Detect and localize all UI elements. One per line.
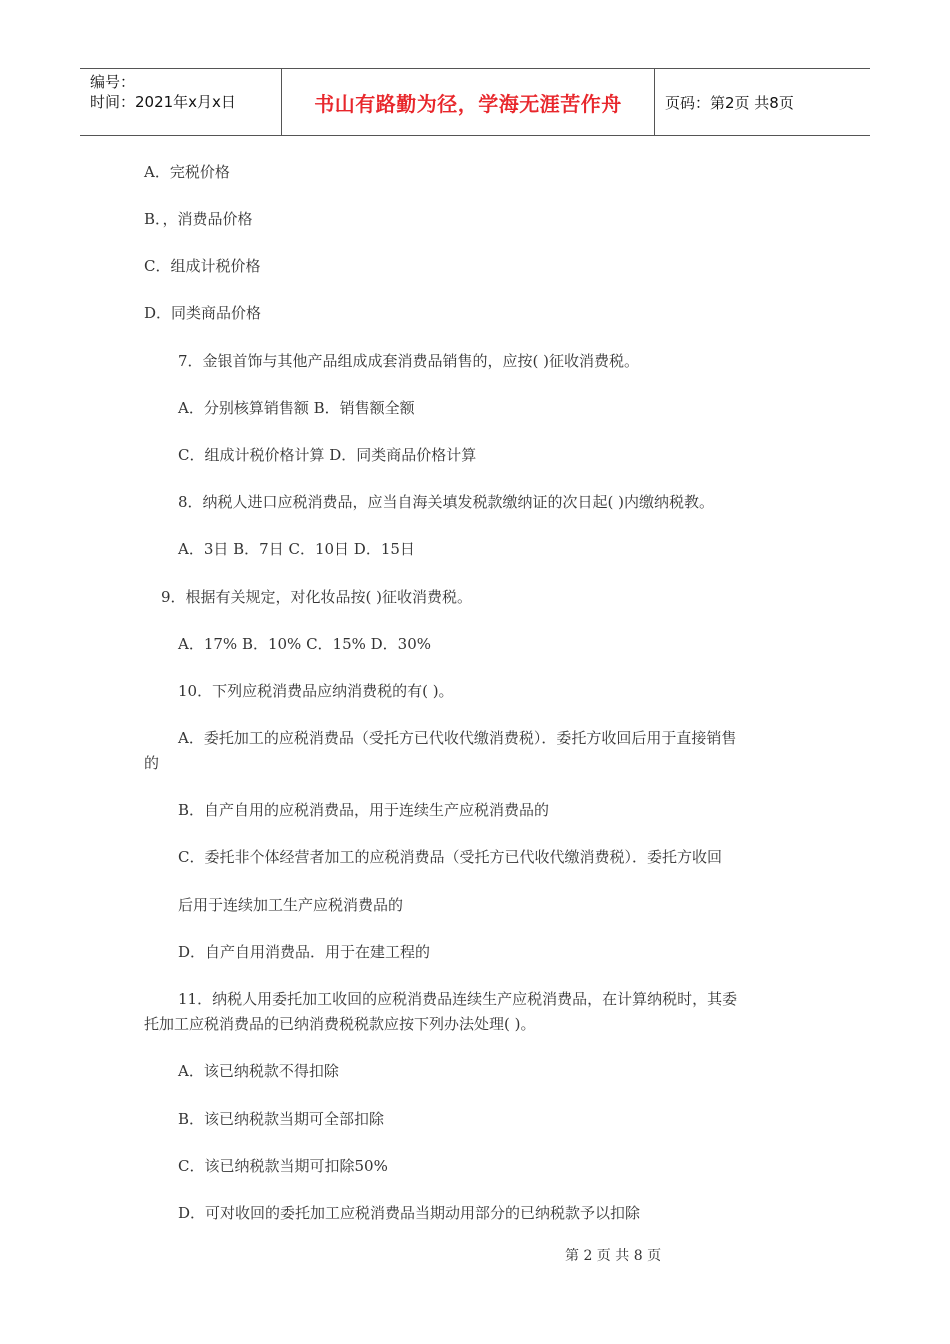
question-line: 9．根据有关规定，对化妆品按( )征收消费税。 (161, 588, 473, 606)
option-line: A．分别核算销售额 B．销售额全额 (178, 399, 415, 417)
option-line: A．该已纳税款不得扣除 (178, 1062, 339, 1080)
option-line: B．该已纳税款当期可全部扣除 (178, 1110, 385, 1128)
option-line-continued: 的 (144, 754, 160, 772)
header-motto: 书山有路勤为径，学海无涯苦作舟 (314, 91, 622, 116)
option-line: D．同类商品价格 (144, 304, 262, 322)
document-date: 时间：2021年x月x日 (90, 93, 236, 111)
option-line: B．自产自用的应税消费品，用于连续生产应税消费品的 (178, 801, 550, 819)
question-line: 11．纳税人用委托加工收回的应税消费品连续生产应税消费品，在计算纳税时，其委 (178, 990, 738, 1008)
option-line: A．17% B．10% C．15% D．30% (178, 635, 432, 653)
option-line: C．委托非个体经营者加工的应税消费品（受托方已代收代缴消费税）．委托方收回 (178, 848, 722, 866)
footer-page-number: 第 2 页 共 8 页 (565, 1248, 662, 1264)
question-line: 7．金银首饰与其他产品组成成套消费品销售的，应按( )征收消费税。 (178, 352, 640, 370)
header-motto-cell (282, 69, 655, 135)
header-page-info: 页码：第2页 共8页 (665, 93, 794, 112)
option-line: C．该已纳税款当期可扣除50% (178, 1157, 388, 1175)
option-line: A．3日 B．7日 C．10日 D．15日 (178, 540, 415, 558)
option-line-continued: 后用于连续加工生产应税消费品的 (178, 896, 404, 914)
header-page-cell (655, 69, 870, 135)
option-line: D．可对收回的委托加工应税消费品当期动用部分的已纳税款予以扣除 (178, 1204, 641, 1222)
option-line: A．委托加工的应税消费品（受托方已代收代缴消费税）．委托方收回后用于直接销售 (178, 729, 737, 747)
option-line: A．完税价格 (144, 163, 230, 181)
document-number-label: 编号： (90, 73, 136, 91)
option-line: C．组成计税价格计算 D．同类商品价格计算 (178, 446, 477, 464)
question-line: 8．纳税人进口应税消费品，应当自海关填发税款缴纳证的次日起( )内缴纳税教。 (178, 493, 715, 511)
question-line: 10．下列应税消费品应纳消费税的有( )。 (178, 682, 454, 700)
option-line: B．，消费品价格 (144, 210, 253, 228)
option-line: C．组成计税价格 (144, 257, 261, 275)
header-meta-cell (80, 69, 282, 135)
page-header (80, 68, 870, 136)
option-line: D．自产自用消费品．用于在建工程的 (178, 943, 431, 961)
question-line-continued: 托加工应税消费品的已纳消费税税款应按下列办法处理( )。 (144, 1015, 536, 1033)
